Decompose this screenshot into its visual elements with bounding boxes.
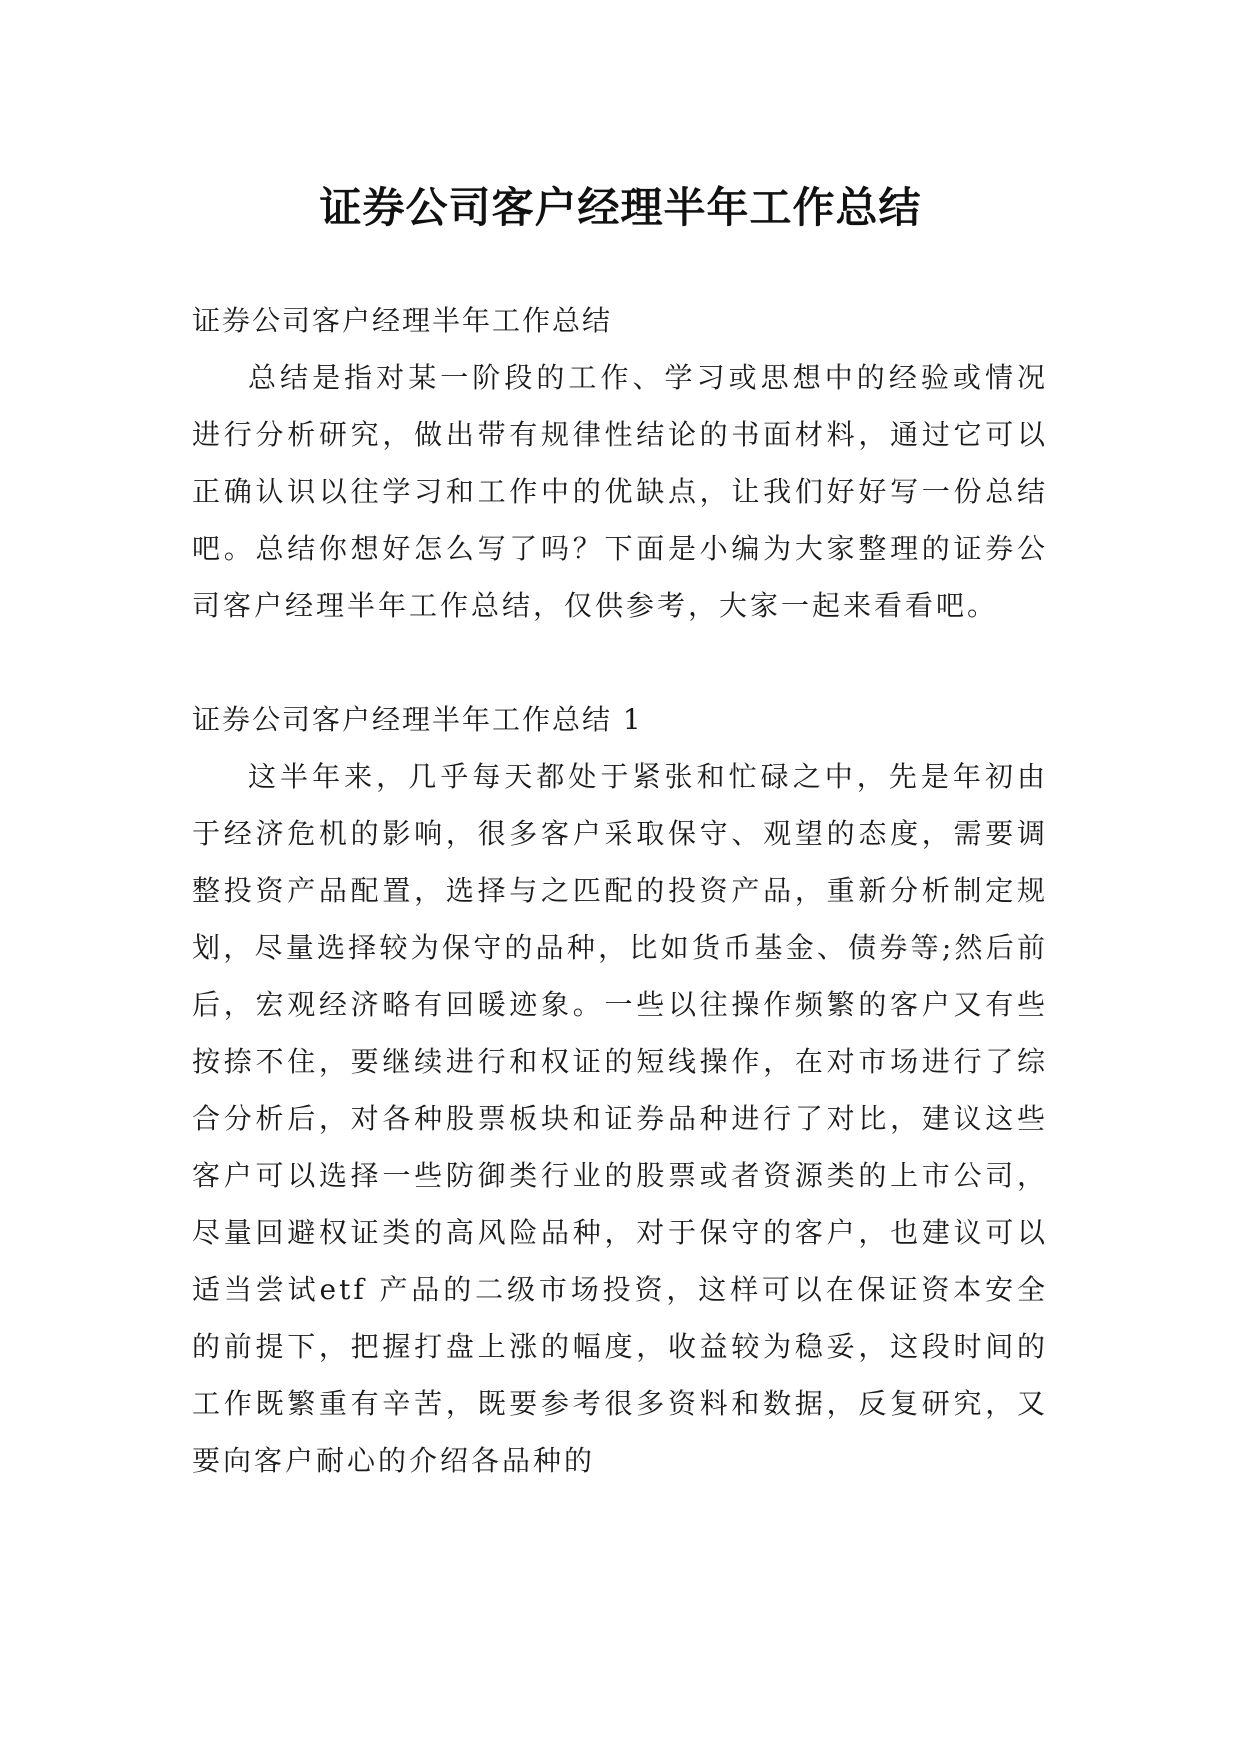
section-1-heading: 证券公司客户经理半年工作总结 1 xyxy=(192,703,643,736)
intro-paragraph: 总结是指对某一阶段的工作、学习或思想中的经验或情况进行分析研究，做出带有规律性结论的书面材料，通过它可以正确认识以往学习和工作中的优缺点，让我们好好写一份总结吧。总结你想好怎么写了吗？下面是小编为大家整理的证券公司客户经理半年工作总结，仅供参考，大家一起来看看吧。 xyxy=(192,361,1048,622)
section-1-paragraph: 这半年来，几乎每天都处于紧张和忙碌之中，先是年初由于经济危机的影响，很多客户采取保守、观望的态度，需要调整投资产品配置，选择与之匹配的投资产品，重新分析制定规划，尽量选择较为保守的品种，比如货币基金、债券等;然后前后，宏观经济略有回暖迹象。一些以往操作频繁的客户又有些按捺不住，要继续进行和权证的短线操作，在对市场进行了综合分析后，对各种股票板块和证券品种进行了对比，建议这些客户可以选择一些防御类行业的股票或者资源类的上市公司，尽量回避权证类的高风险品种，对于保守的客户，也建议可以适当尝试etf 产品的二级市场投资，这样可以在保证资本安全的前提下，把握打盘上涨的幅度，收益较为稳妥，这段时间的工作既繁重有辛苦，既要参考很多资料和数据，反复研究，又要向客户耐心的介绍各品种的 xyxy=(192,760,1048,1477)
document-body xyxy=(192,292,1048,1489)
document-title: 证券公司客户经理半年工作总结 xyxy=(319,183,922,233)
section-spacer xyxy=(192,634,1048,691)
intro-heading: 证券公司客户经理半年工作总结 xyxy=(192,304,613,337)
